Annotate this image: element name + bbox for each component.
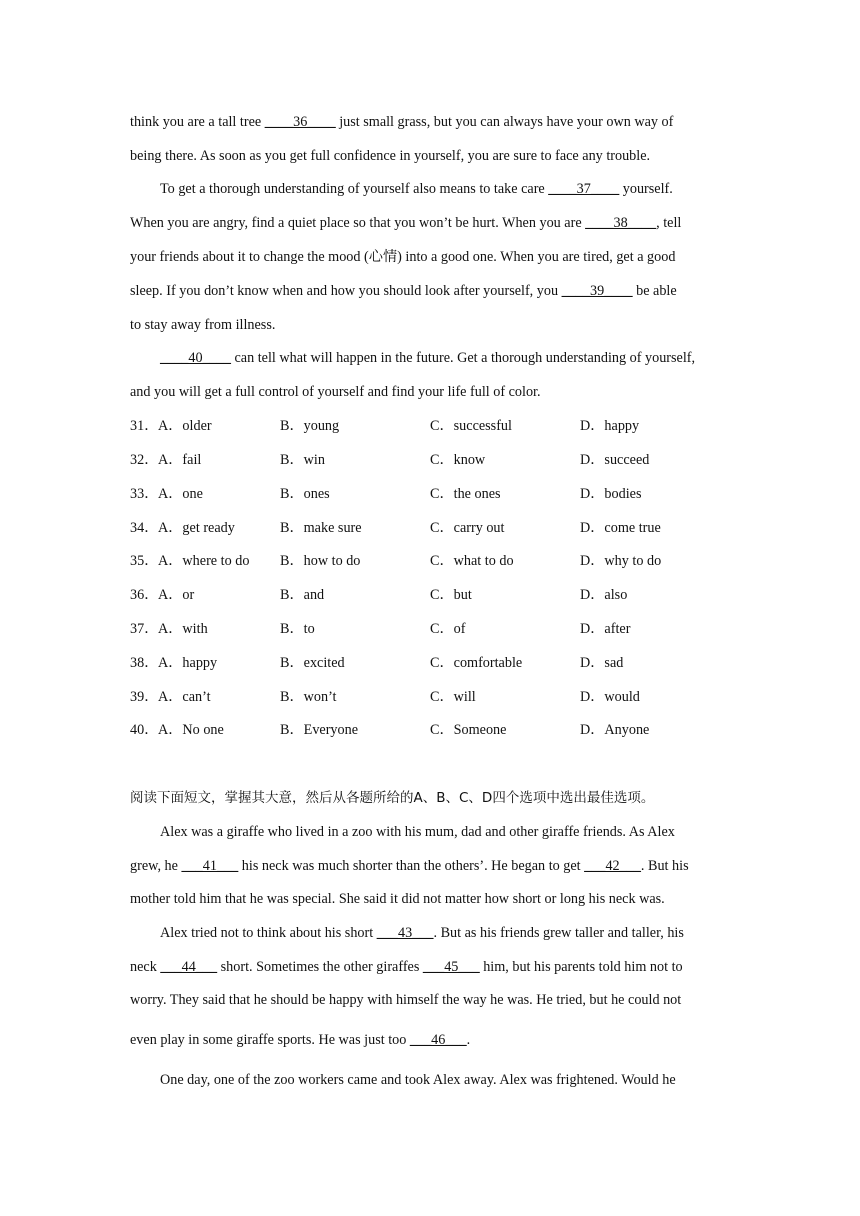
option-d: D．Anyone <box>580 722 650 738</box>
option-b: B．ones <box>280 486 330 502</box>
option-a: A．fail <box>158 452 202 468</box>
option-c: C．the ones <box>430 486 501 502</box>
text: be able <box>632 283 677 299</box>
option-d: D．would <box>580 689 640 705</box>
text: even play in some giraffe sports. He was just too <box>130 1032 410 1048</box>
passage1-line-5 <box>130 248 675 266</box>
text: can tell what will happen in the future. Get a thorough understanding of yourself, <box>230 350 696 366</box>
passage2-line-4 <box>160 924 684 942</box>
question-number: 39． <box>130 689 159 705</box>
text: When you are angry, find a quiet place so that you won’t be hurt. When you are <box>130 215 586 231</box>
passage1-line-1 <box>130 113 673 131</box>
blank-40: ____40____ <box>160 350 231 366</box>
option-d: D．succeed <box>580 452 650 468</box>
blank-44: ___44___ <box>160 959 218 975</box>
option-d: D．why to do <box>580 553 662 569</box>
question-number: 33． <box>130 486 159 502</box>
option-b: B．how to do <box>280 553 361 569</box>
option-d: D．happy <box>580 418 640 434</box>
option-a: A．happy <box>158 655 218 671</box>
option-b: B．young <box>280 418 340 434</box>
option-c: C．of <box>430 621 466 637</box>
option-b: B．to <box>280 621 315 637</box>
text: being there. As soon as you get full confidence in yourself, you are sure to face any trouble. <box>130 148 651 164</box>
passage2-line-7 <box>130 1031 470 1049</box>
text: . But his <box>640 858 689 874</box>
question-number: 31． <box>130 418 159 434</box>
option-a: A．one <box>158 486 203 502</box>
passage2-line-8 <box>160 1071 676 1089</box>
option-a: A．get ready <box>158 520 235 536</box>
option-a: A．or <box>158 587 195 603</box>
option-c: C．comfortable <box>430 655 523 671</box>
question-number: 40． <box>130 722 159 738</box>
question-number: 36． <box>130 587 159 603</box>
text: mother told him that he was special. She said it did not matter how short or long his neck was. <box>130 891 665 907</box>
option-c: C．successful <box>430 418 512 434</box>
text: grew, he <box>130 858 182 874</box>
passage2-line-6 <box>130 991 681 1009</box>
option-c: C．Someone <box>430 722 507 738</box>
option-c: C．know <box>430 452 486 468</box>
passage1-line-3 <box>160 180 673 198</box>
text: him, but his parents told him not to <box>479 959 683 975</box>
text: . <box>466 1032 471 1048</box>
option-c: C．carry out <box>430 520 505 536</box>
passage2-line-3 <box>130 890 665 908</box>
passage2-line-2 <box>130 857 689 875</box>
blank-36: ____36____ <box>264 114 336 130</box>
option-a: A．older <box>158 418 212 434</box>
option-d: D．sad <box>580 655 624 671</box>
text: Alex tried not to think about his short <box>160 925 377 941</box>
text: short. Sometimes the other giraffes <box>217 959 423 975</box>
text: , tell <box>656 215 682 231</box>
text: . But as his friends grew taller and taller, his <box>433 925 684 941</box>
text: and you will get a full control of yourself and find your life full of color. <box>130 384 541 400</box>
option-b: B．Everyone <box>280 722 359 738</box>
blank-46: ___46___ <box>409 1032 467 1048</box>
option-a: A．can’t <box>158 689 211 705</box>
blank-42: ___42___ <box>584 858 641 874</box>
passage1-line-2 <box>130 147 650 165</box>
option-c: C．will <box>430 689 476 705</box>
option-b: B．excited <box>280 655 345 671</box>
option-a: A．No one <box>158 722 224 738</box>
passage1-line-9 <box>130 383 541 401</box>
text: To get a thorough understanding of yourself also means to take care <box>160 181 549 197</box>
text: just small grass, but you can always have your own way of <box>335 114 674 130</box>
blank-38: ____38____ <box>585 215 657 231</box>
option-c: C．what to do <box>430 553 514 569</box>
question-number: 37． <box>130 621 159 637</box>
text: his neck was much shorter than the others’. He began to get <box>238 858 585 874</box>
option-c: C．but <box>430 587 472 603</box>
text: think you are a tall tree <box>130 114 265 130</box>
text: yourself. <box>619 181 673 197</box>
passage2-line-1 <box>160 823 675 841</box>
text: to stay away from illness. <box>130 317 276 333</box>
text: One day, one of the zoo workers came and took Alex away. Alex was frightened. Would he <box>160 1072 676 1088</box>
option-a: A．where to do <box>158 553 250 569</box>
text: your friends about it to change the mood (心情) into a good one. When you are tired, get a good <box>130 249 676 265</box>
blank-37: ____37____ <box>548 181 620 197</box>
option-d: D．bodies <box>580 486 642 502</box>
text: sleep. If you don’t know when and how you should look after yourself, you <box>130 283 562 299</box>
section-instruction: 阅读下面短文，掌握其大意，然后从各题所给的A、B、C、D四个选项中选出最佳选项。 <box>130 790 655 806</box>
blank-41: ___41___ <box>181 858 239 874</box>
passage1-line-4 <box>130 214 681 232</box>
blank-45: ___45___ <box>422 959 480 975</box>
option-a: A．with <box>158 621 208 637</box>
option-b: B．won’t <box>280 689 337 705</box>
option-b: B．and <box>280 587 325 603</box>
passage1-line-8 <box>160 349 695 367</box>
option-b: B．win <box>280 452 325 468</box>
passage1-line-6 <box>130 282 677 300</box>
option-d: D．after <box>580 621 631 637</box>
question-number: 38． <box>130 655 159 671</box>
question-number: 35． <box>130 553 159 569</box>
question-number: 32． <box>130 452 159 468</box>
blank-43: ___43___ <box>376 925 434 941</box>
text: worry. They said that he should be happy with himself the way he was. He tried, but he could not <box>130 992 682 1008</box>
text: neck <box>130 959 161 975</box>
text: Alex was a giraffe who lived in a zoo with his mum, dad and other giraffe friends. As Alex <box>160 824 675 840</box>
passage2-line-5 <box>130 958 683 976</box>
passage1-line-7 <box>130 316 275 334</box>
question-number: 34． <box>130 520 159 536</box>
option-b: B．make sure <box>280 520 362 536</box>
option-d: D．also <box>580 587 628 603</box>
blank-39: ____39____ <box>561 283 633 299</box>
option-d: D．come true <box>580 520 661 536</box>
